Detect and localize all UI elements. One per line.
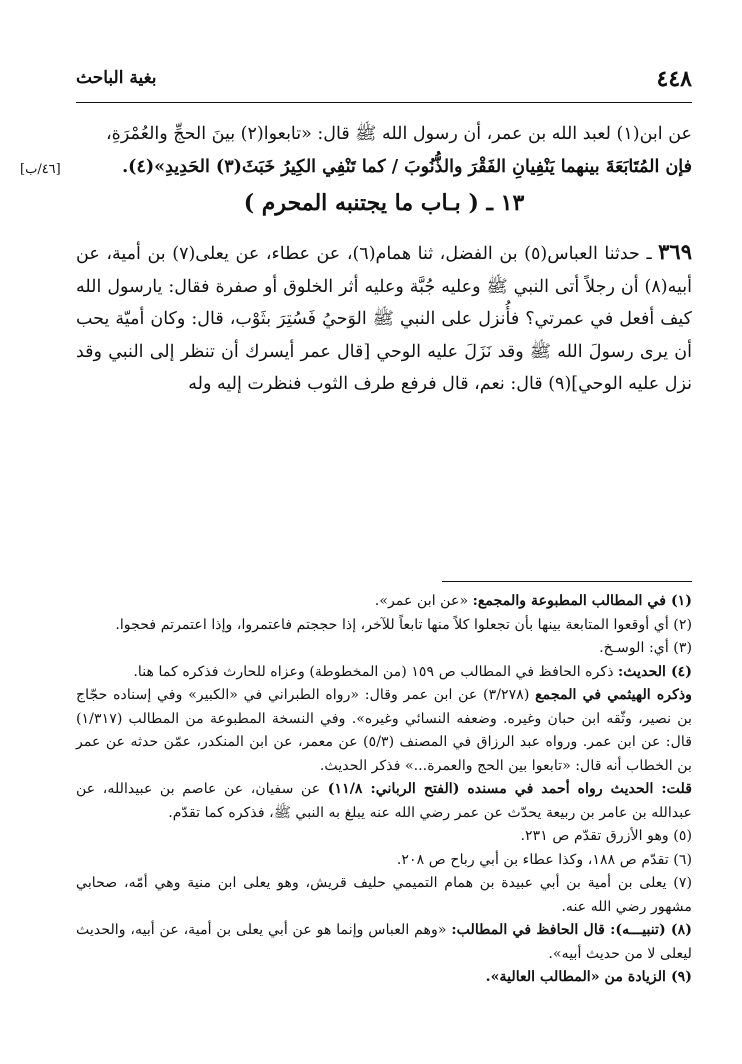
manuscript-folio-note: [٤٦/ب] <box>20 162 61 177</box>
book-title: بغية الباحث <box>76 68 157 88</box>
intro-text <box>76 118 692 184</box>
footnote: (٧) يعلى بن أمية بن أبي عبيدة بن همام التميمي حليف قريش، وهو يعلى ابن منية وهي أمّه، صحابي مشهور رضي الله عنه. <box>76 875 692 915</box>
footnote: (١) في المطالب المطبوعة والمجمع: «عن ابن عمر». <box>374 593 692 609</box>
footnote: (٤) الحديث: ذكره الحافظ في المطالب ص ١٥٩ (من المخطوطة) وعزاه للحارث فذكره كما هنا. <box>133 663 692 680</box>
footnote: (٦) تقدّم ص ١٨٨، وكذا عطاء بن أبي رباح ص ٢٠٨. <box>396 851 692 868</box>
hadith-block <box>76 236 692 401</box>
footnote: (٣) أي: الوسـخ. <box>599 640 692 656</box>
footnotes <box>76 590 692 990</box>
hadith-text: ـ حدثنا العباس(٥) بن الفضل، ثنا همام(٦)، عن عطاء، عن يعلى(٧) بن أمية، عن أبيه(٨) أن رجلاً أتى النبي ﷺ وعليه جُبَّة وعليه أثر الخلوق أو صفرة فقال: يارسول الله كيف أفعل في عمرتي؟ فأُنزل على النبي ﷺ الوَحيُ فَسُتِرَ بثَوْب، قال: وكان أميّة يحب أن يرى رسولَ الله ﷺ وقد نَزَلَ عليه الوحي [قال عمر أيسرك أن تنظر إلى النبي وقد نزل عليه الوحي](٩) قال: نعم، قال فرفع طرف الثوب فنظرت إليه وله <box>76 244 692 394</box>
footnote-separator <box>442 581 692 582</box>
footnote: (٥) وهو الأزرق تقدّم ص ٢٣١. <box>520 828 692 844</box>
footnote: (٨) (تنبيـــه): قال الحافظ في المطالب: «وهم العباس وإنما هو عن أبي يعلى بن أمية، عن أبيه، والحديث ليعلى لا من حديث أبيه». <box>76 922 692 962</box>
intro-line-2: فإن المُتَابَعَةَ بينهما يَنْفِيانِ الفَقْرَ والذُّنُوبَ / كما تَنْفِي الكِيرُ خَبَثَ(٣) الحَدِيدِ»(٤). <box>122 157 692 177</box>
footnote: وذكره الهيثمي في المجمع (٣/٢٧٨) عن ابن عمر وقال: «رواه الطبراني في «الكبير» وفي إسناده حجّاج بن نصير، وثّقه ابن حبان وغيره. وضعفه النسائي وغيره». وفي النسخة المطبوعة من المطالب (١/٣١٧) قال: عن ابن عمر. ورواه عبد الرزاق في المصنف (٥/٣) عن معمر، عن ابن المنكدر، عمّن حدثه عن عمر بن الخطاب أنه قال: «تابعوا بين الحج والعمرة...» فذكر الحديث. <box>76 687 693 774</box>
chapter-title: ١٣ ـ ( بـاب ما يجتنبه المحرم ) <box>243 190 525 216</box>
footnote: قلت: الحديث رواه أحمد في مسنده (الفتح الرباني: ١١/٨) عن سفيان، عن عاصم بن عبيدالله، عن عبدالله بن عامر بن ربيعة يحدّث عن عمر رضي الله عنه يبلغ به النبي ﷺ، فذكره كما تقدّم. <box>76 781 692 821</box>
footnote: (٢) أي أوقعوا المتابعة بينها بأن تجعلوا كلاً منها تابعاً للآخر، إذا حججتم فاعتمروا، وإذا اعتمرتم فحجوا. <box>115 616 692 633</box>
page-number: ٤٤٨ <box>656 66 692 92</box>
page-header <box>76 62 692 103</box>
intro-line-1: عن ابن(١) لعبد الله بن عمر، أن رسول الله ﷺ قال: «تابعوا(٢) بينَ الحجِّ والعُمْرَةِ، <box>106 124 692 144</box>
hadith-number: ٣٦٩ <box>658 239 692 264</box>
footnote: (٩) الزيادة من «المطالب العالية». <box>485 969 692 985</box>
